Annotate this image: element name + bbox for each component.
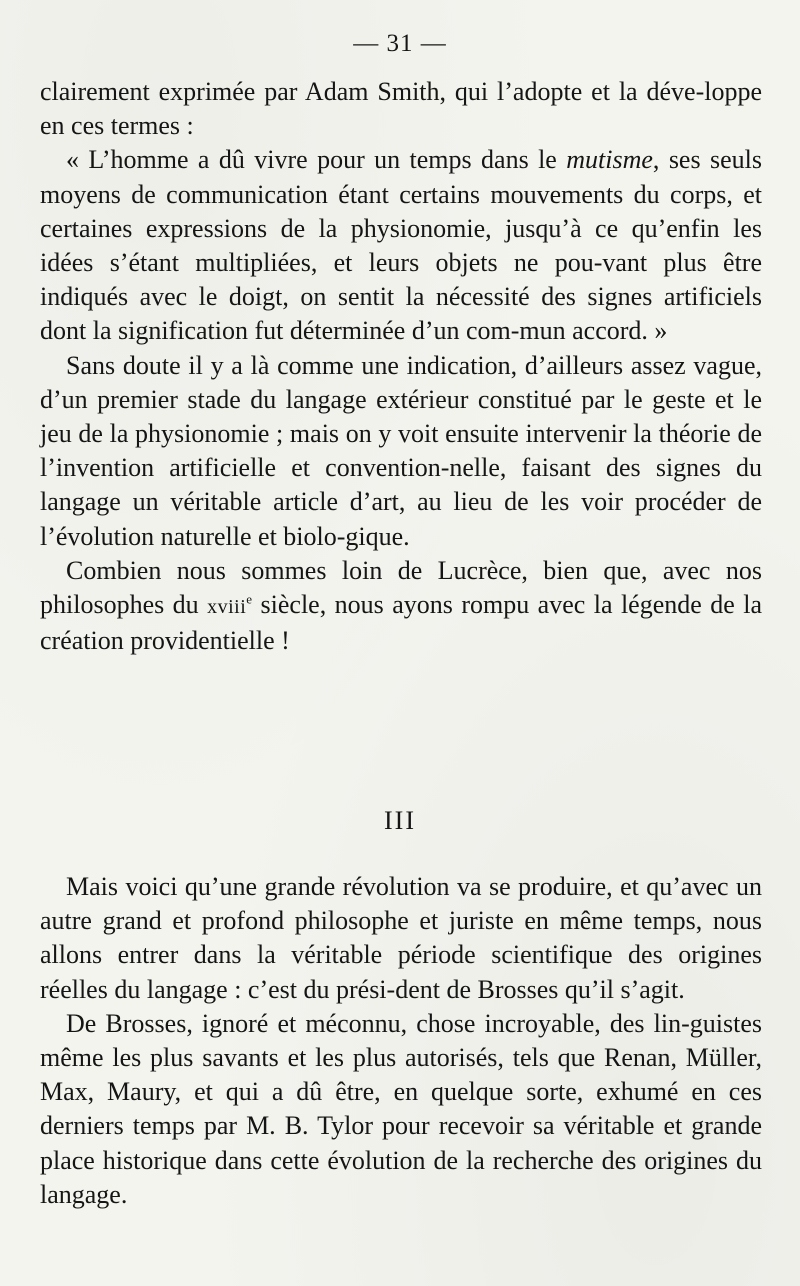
emphasized-word: mutisme (566, 145, 653, 175)
century-number: xviii (207, 596, 247, 619)
quote-remaining-text: , ses seuls moyens de communication étant certains mouvements du corps, et certaines expressions de la physionomie, jusqu’à ce qu’enfin les idées s’étant multipliées, et leurs objets ne pou-vant plus être indiqués avec le doigt, on sentit la nécessité des signes artificiels dont la signification fut déterminée d’un com-mun accord. » (40, 145, 762, 346)
quoted-paragraph (40, 143, 762, 348)
quote-opening-text: « L’homme a dû vivre pour un temps dans le (66, 145, 567, 175)
comparison-paragraph (40, 554, 762, 659)
de-brosses-paragraph: De Brosses, ignoré et méconnu, chose incroyable, des lin-guistes même les plus savants et les plus autorisés, tels que Renan, Müller, Max, Maury, et qui a dû être, en quelque sorte, exhumé en ces derniers temps par M. B. Tylor pour recevoir sa véritable et grande place historique dans cette évolution de la recherche des origines du langage. (40, 1008, 762, 1209)
century-suffix: e (246, 591, 253, 607)
comparison-text-end: siècle, nous ayons rompu avec la légende de la création providentielle ! (40, 590, 762, 656)
section-opening-paragraph: Mais voici qu’une grande révolution va se produire, et qu’avec un autre grand et profond philosophe et juriste en même temps, nous allons entrer dans la véritable période scientifique des origines réelles du langage : c’est du prési-dent de Brosses qu’il s’agit. (40, 872, 762, 1004)
section-heading: III (384, 806, 416, 835)
page-number: — 31 — (353, 30, 447, 57)
main-text-block (40, 75, 762, 658)
section-text-block (40, 870, 762, 1212)
paragraph-continuation: clairement exprimée par Adam Smith, qui l’adopte et la déve-loppe en ces termes : (40, 77, 762, 141)
comparison-text-start: Combien nous sommes loin de Lucrèce, bien que, avec nos philosophes du (40, 555, 762, 620)
commentary-paragraph: Sans doute il y a là comme une indication, d’ailleurs assez vague, d’un premier stade du langage extérieur constitué par le geste et le jeu de la physionomie ; mais on y voit ensuite intervenir la théorie de l’invention artificielle et convention-nelle, faisant des signes du langage un véritable article d’art, au lieu de les voir procéder de l’évolution naturelle et biolo-gique. (40, 350, 762, 551)
